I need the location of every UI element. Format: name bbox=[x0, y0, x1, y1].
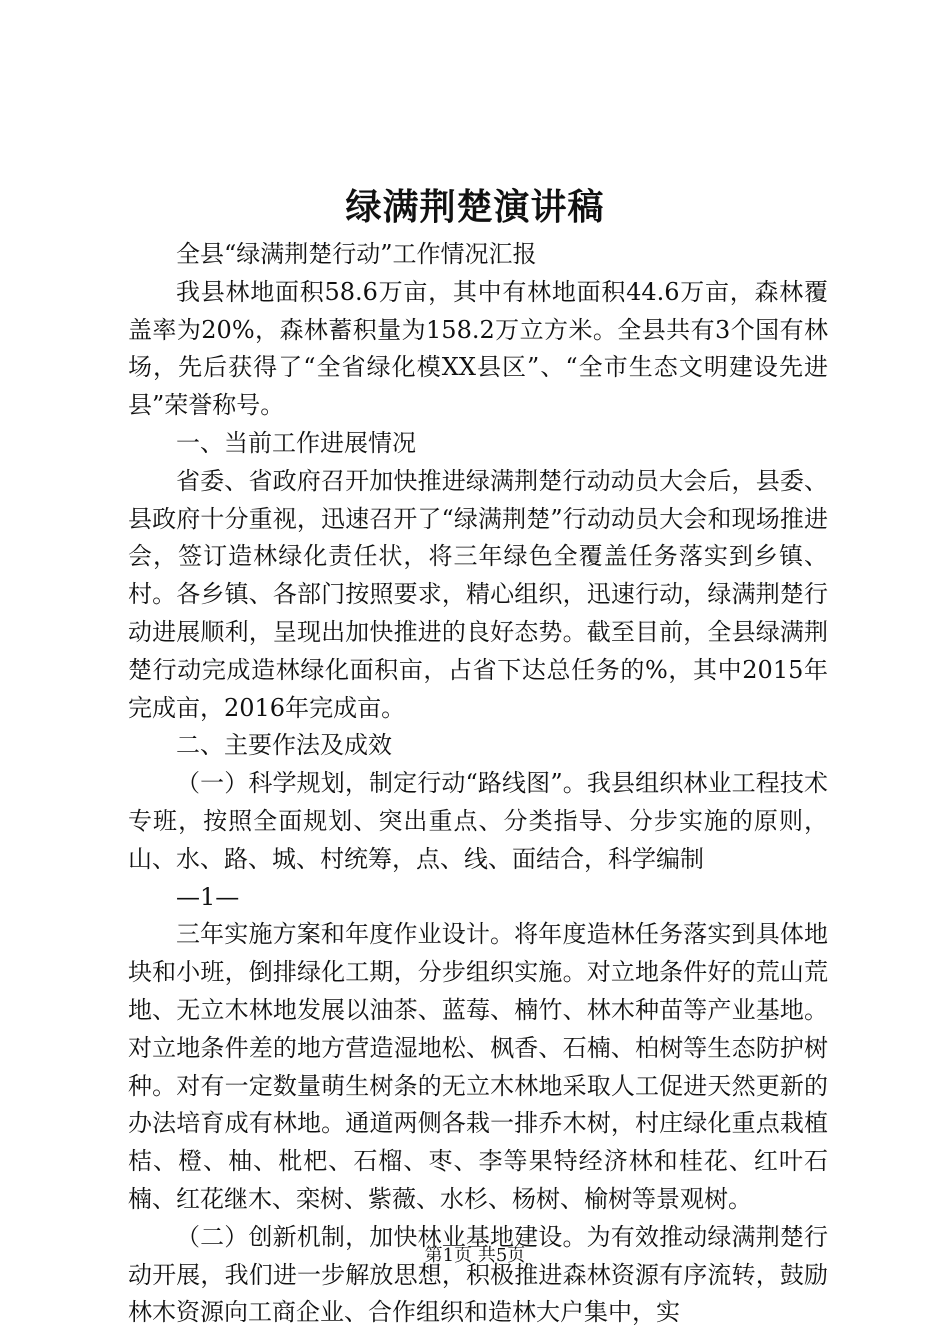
inline-page-number: —1— bbox=[176, 882, 240, 911]
document-body bbox=[128, 236, 828, 1332]
page-footer: 第1页 共5页 bbox=[424, 1245, 526, 1266]
paragraph-mechanism: （二）创新机制，加快林业基地建设。为有效推动绿满荆楚行动开展，我们进一步解放思想，积极推进森林资源有序流转，鼓励林木资源向工商企业、合作组织和造林大户集中，实 bbox=[128, 1222, 828, 1327]
section-heading-methods: 二、主要作法及成效 bbox=[176, 731, 392, 760]
paragraph-planning: （一）科学规划，制定行动“路线图”。我县组织林业工程技术专班，按照全面规划、突出重点、分类指导、分步实施的原则，山、水、路、城、村统筹，点、线、面结合，科学编制 bbox=[128, 769, 828, 873]
section-heading-progress: 一、当前工作进展情况 bbox=[176, 428, 416, 457]
paragraph-forest-overview: 我县林地面积58.6万亩，其中有林地面积44.6万亩，森林覆盖率为20%，森林蓄积量为158.2万立方米。全县共有3个国有林场，先后获得了“全省绿化模XX县区”、“全市生态文明建设先进县”荣誉称号。 bbox=[128, 277, 828, 420]
report-subtitle: 全县“绿满荆楚行动”工作情况汇报 bbox=[176, 240, 537, 268]
paragraph-progress: 省委、省政府召开加快推进绿满荆楚行动动员大会后，县委、县政府十分重视，迅速召开了“绿满荆楚”行动动员大会和现场推进会，签订造林绿化责任状，将三年绿色全覆盖任务落实到乡镇、村。各乡镇、各部门按照要求，精心组织，迅速行动，绿满荆楚行动进展顺利，呈现出加快推进的良好态势。截至目前，全县绿满荆楚行动完成造林绿化面积亩，占省下达总任务的%，其中2015年完成亩，2016年完成亩。 bbox=[128, 466, 828, 722]
document-title: 绿满荆楚演讲稿 bbox=[345, 186, 605, 228]
paragraph-implementation: 三年实施方案和年度作业设计。将年度造林任务落实到具体地块和小班，倒排绿化工期，分步组织实施。对立地条件好的荒山荒地、无立木林地发展以油茶、蓝莓、楠竹、林木种苗等产业基地。对立地条件差的地方营造湿地松、枫香、石楠、柏树等生态防护树种。对有一定数量萌生树条的无立木林地采取人工促进天然更新的办法培育成有林地。通道两侧各栽一排乔木树，村庄绿化重点栽植桔、橙、柚、枇杷、石榴、枣、李等果特经济林和桂花、红叶石楠、红花继木、栾树、紫薇、水杉、杨树、榆树等景观树。 bbox=[128, 920, 828, 1213]
